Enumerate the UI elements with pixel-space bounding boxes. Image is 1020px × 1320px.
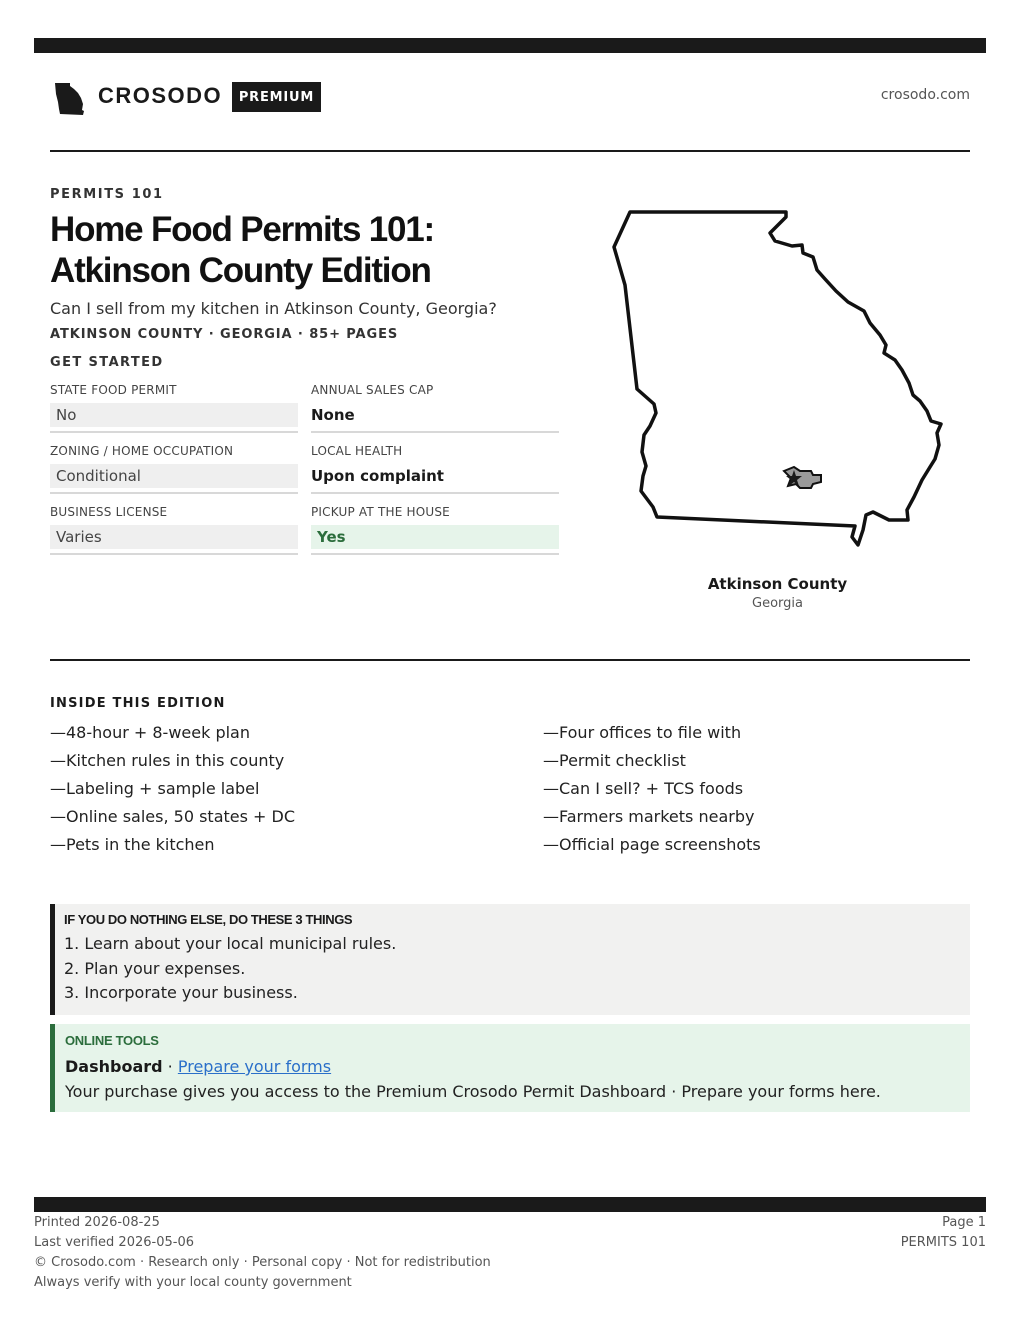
list-item: —Labeling + sample label <box>50 779 260 798</box>
fact-value: No <box>50 403 298 427</box>
fact-value: Upon complaint <box>311 467 444 485</box>
get-started-heading: GET STARTED <box>50 355 164 370</box>
verified-date: Last verified 2026-05-06 <box>34 1235 194 1250</box>
fact-annual-sales-cap <box>311 381 559 442</box>
list-item: —48-hour + 8-week plan <box>50 723 250 742</box>
printed-date: Printed 2026-08-25 <box>34 1215 160 1230</box>
fact-local-health <box>311 442 559 503</box>
tools-description: Your purchase gives you access to the Premium Crosodo Permit Dashboard · Prepare your forms here. <box>65 1082 881 1101</box>
list-item: —Permit checklist <box>543 751 686 770</box>
georgia-outline <box>614 212 941 545</box>
todo-item: 1. Learn about your local municipal rules. <box>64 934 397 953</box>
premium-badge: PREMIUM <box>232 82 321 112</box>
todo-heading: IF YOU DO NOTHING ELSE, DO THESE 3 THINGS <box>64 912 353 927</box>
fact-value: Varies <box>50 525 298 549</box>
footer-left <box>34 1213 491 1293</box>
online-tools-callout <box>50 1024 970 1112</box>
fact-label: PICKUP AT THE HOUSE <box>311 505 450 519</box>
copyright-notice: © Crosodo.com · Research only · Personal copy · Not for redistribution <box>34 1255 491 1270</box>
fact-business-license <box>50 503 298 564</box>
header-divider <box>50 150 970 152</box>
fact-value: Yes <box>311 525 559 549</box>
fact-label: BUSINESS LICENSE <box>50 505 168 519</box>
footer-section: PERMITS 101 <box>900 1235 986 1250</box>
list-item: —Online sales, 50 states + DC <box>50 807 296 826</box>
fact-label: STATE FOOD PERMIT <box>50 383 177 397</box>
list-item: —Pets in the kitchen <box>50 835 215 854</box>
quick-facts-grid <box>50 381 559 564</box>
fact-divider <box>50 492 298 494</box>
edition-meta: ATKINSON COUNTY · GEORGIA · 85+ PAGES <box>50 327 399 342</box>
map-county-label: Atkinson County <box>707 575 848 593</box>
section-eyebrow: PERMITS 101 <box>50 187 164 202</box>
fact-divider <box>50 431 298 433</box>
todo-callout <box>50 904 970 1015</box>
footer-right <box>901 1213 986 1253</box>
list-item: —Four offices to file with <box>543 723 742 742</box>
site-url[interactable]: crosodo.com <box>880 87 970 103</box>
fact-zoning <box>50 442 298 503</box>
georgia-state-map <box>608 205 948 555</box>
fact-state-food-permit <box>50 381 298 442</box>
list-item: —Can I sell? + TCS foods <box>543 779 744 798</box>
tools-heading: ONLINE TOOLS <box>65 1033 159 1048</box>
title-line-2: Atkinson County Edition <box>50 251 431 290</box>
fact-value: None <box>311 406 355 424</box>
fact-divider <box>311 553 559 555</box>
list-item: —Farmers markets nearby <box>543 807 755 826</box>
footer-rule-bar <box>34 1197 986 1212</box>
todo-item: 2. Plan your expenses. <box>64 958 246 978</box>
fact-label: LOCAL HEALTH <box>311 444 403 458</box>
brand-name: CROSODO <box>98 83 223 108</box>
list-item: —Official page screenshots <box>543 835 761 854</box>
map-state-label: Georgia <box>752 596 803 611</box>
fact-label: ANNUAL SALES CAP <box>311 383 434 397</box>
page-title <box>50 209 590 291</box>
dashboard-label: Dashboard <box>65 1057 163 1076</box>
section-divider <box>50 659 970 661</box>
page-header <box>50 78 970 118</box>
tools-links-line <box>65 1054 970 1079</box>
fact-pickup-at-house <box>311 503 559 564</box>
fact-divider <box>311 492 559 494</box>
fact-divider <box>50 553 298 555</box>
prepare-forms-link[interactable]: Prepare your forms <box>177 1057 332 1076</box>
list-item: —Kitchen rules in this county <box>50 751 285 770</box>
page-subtitle: Can I sell from my kitchen in Atkinson County, Georgia? <box>50 299 497 318</box>
fact-divider <box>311 431 559 433</box>
inside-list-right <box>543 723 963 863</box>
title-line-1: Home Food Permits 101: <box>50 210 434 249</box>
georgia-logo-icon <box>52 80 86 116</box>
tools-separator: · <box>162 1057 178 1076</box>
inside-list-left <box>50 723 470 863</box>
verify-note: Always verify with your local county government <box>34 1275 352 1290</box>
page-number: Page 1 <box>942 1215 986 1230</box>
inside-edition-heading: INSIDE THIS EDITION <box>50 696 226 711</box>
top-rule-bar <box>34 38 986 53</box>
fact-label: ZONING / HOME OCCUPATION <box>50 444 234 458</box>
fact-value: Conditional <box>50 464 298 488</box>
todo-item: 3. Incorporate your business. <box>64 983 298 1002</box>
